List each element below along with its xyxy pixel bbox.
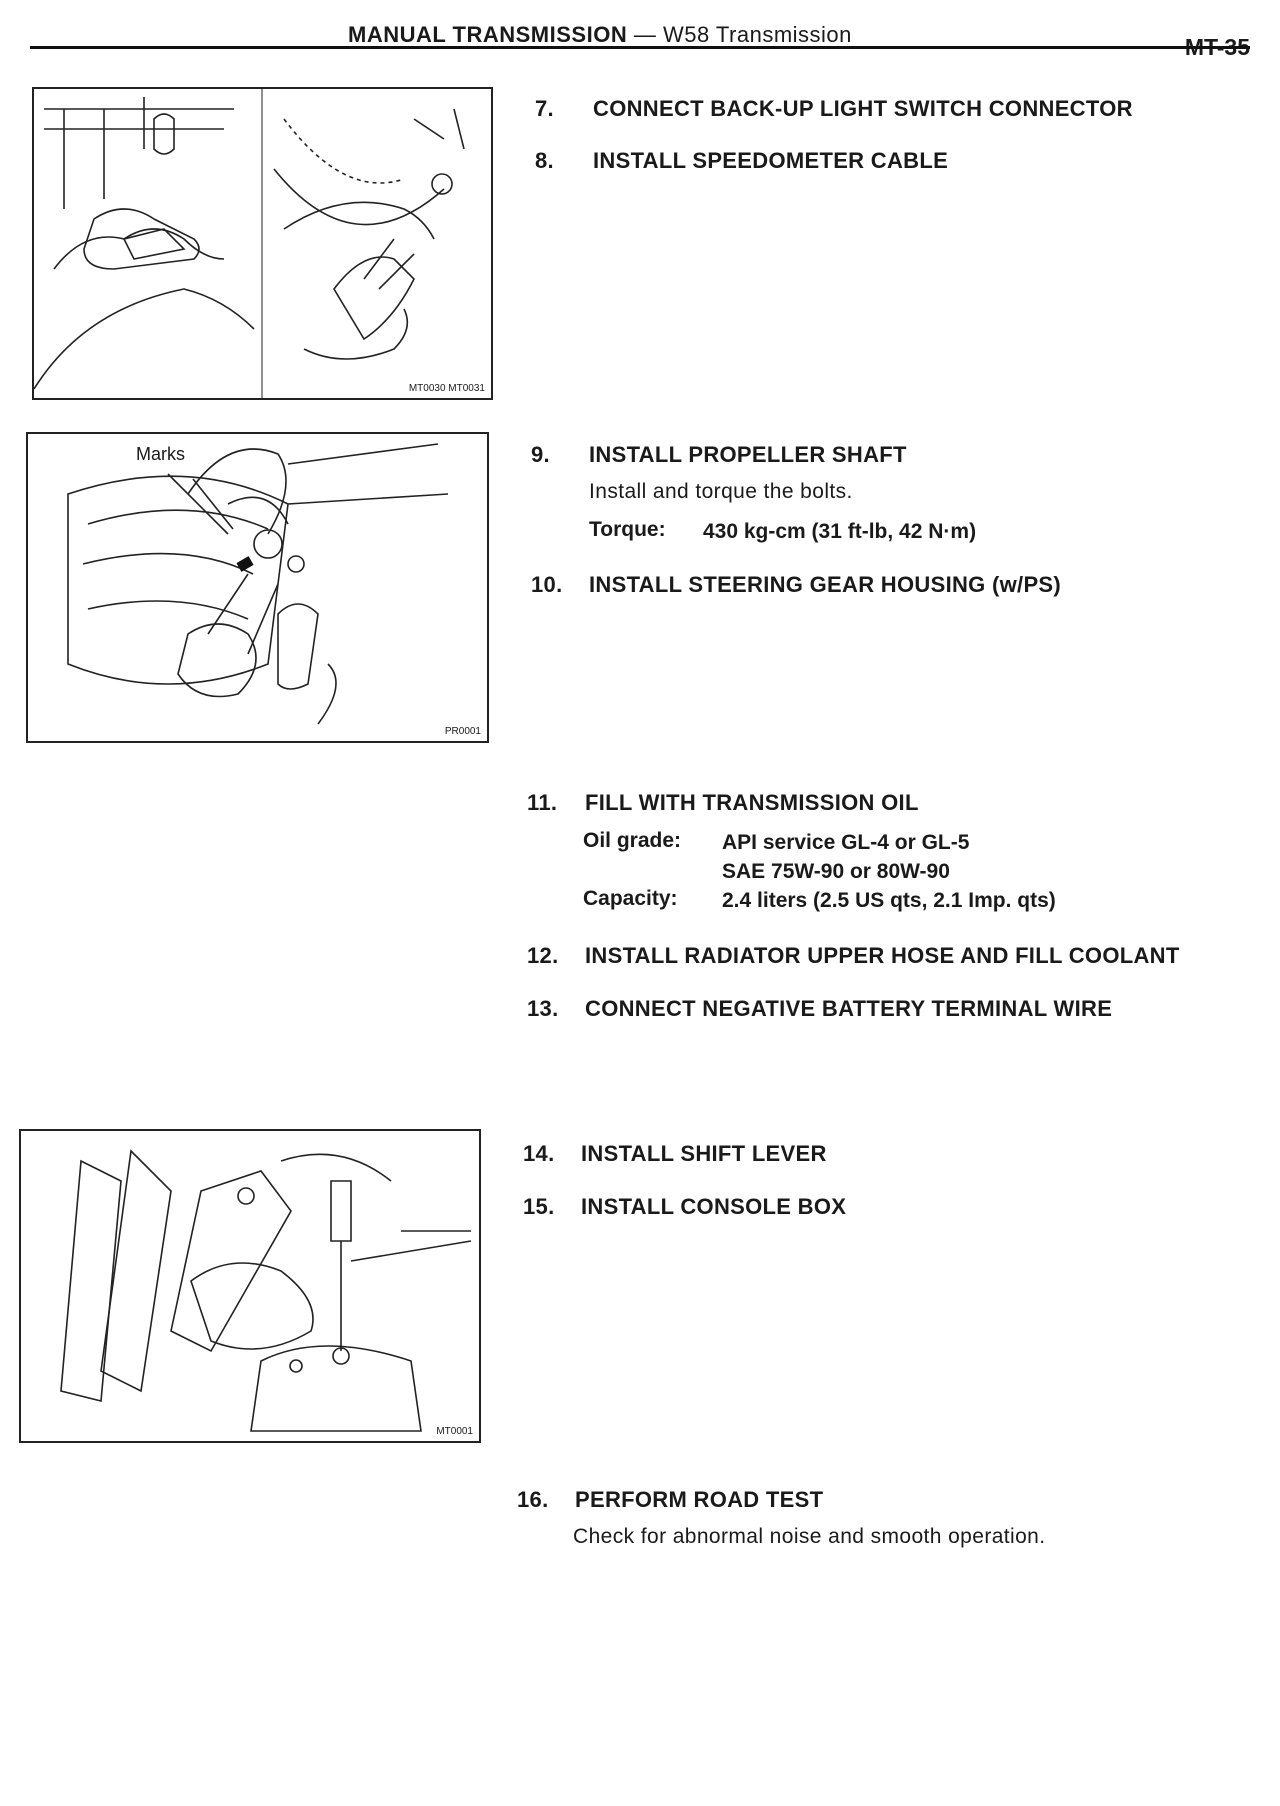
step-number: 8. [535,148,554,173]
page-number: MT-35 [1184,34,1250,60]
shift-lever-illustration [21,1131,479,1441]
figure-code: MT0030 MT0031 [408,383,485,394]
step-title: INSTALL CONSOLE BOX [581,1194,847,1219]
figure-propeller-shaft [26,432,489,743]
step-number: 11. [527,790,558,815]
step-title: CONNECT BACK-UP LIGHT SWITCH CONNECTOR [593,96,1133,121]
header-rule [30,46,1250,49]
step-number: 9. [531,442,550,467]
step-number: 13. [527,996,559,1021]
capacity-label: Capacity: [583,887,678,910]
step-13 [527,996,1112,1022]
oil-grade-label: Oil grade: [583,829,682,852]
step-title: INSTALL SPEEDOMETER CABLE [593,148,949,173]
header-dash: — [627,22,663,47]
step-number: 16. [517,1487,549,1512]
oil-grade-line-1: API service GL-4 or GL-5 [722,831,970,854]
torque-label: Torque: [589,518,666,541]
step-number: 14. [523,1141,555,1166]
step-16-text: Check for abnormal noise and smooth operation. [573,1525,1046,1548]
torque-value: 430 kg-cm (31 ft-lb, 42 N·m) [703,520,977,543]
step-number: 7. [535,96,554,121]
step-7 [535,96,1133,122]
figure-connector-speedometer [32,87,493,400]
step-9-text: Install and torque the bolts. [589,480,853,503]
step-title: CONNECT NEGATIVE BATTERY TERMINAL WIRE [585,996,1113,1021]
propeller-shaft-illustration [28,434,487,741]
step-number: 10. [531,572,563,597]
section-title: MANUAL TRANSMISSION [348,22,628,47]
step-title: INSTALL PROPELLER SHAFT [589,442,907,467]
step-10 [531,572,1061,598]
step-number: 12. [527,943,559,968]
oil-grade-line-2: SAE 75W-90 or 80W-90 [722,860,950,883]
step-title: FILL WITH TRANSMISSION OIL [585,790,919,815]
step-title: INSTALL RADIATOR UPPER HOSE AND FILL COOLANT [585,943,1180,968]
page-header-title [348,22,852,48]
step-title: PERFORM ROAD TEST [575,1487,824,1512]
step-15 [523,1194,846,1220]
step-title: INSTALL STEERING GEAR HOUSING (w/PS) [589,572,1062,597]
figure-code: PR0001 [444,726,481,737]
step-11 [527,790,919,816]
capacity-value: 2.4 liters (2.5 US qts, 2.1 Imp. qts) [722,889,1056,912]
step-14 [523,1141,827,1167]
step-title: INSTALL SHIFT LEVER [581,1141,827,1166]
connector-speedometer-illustration [34,89,491,398]
figure-shift-lever [19,1129,481,1443]
marks-label: Marks [136,444,185,464]
step-8 [535,148,948,174]
step-16 [517,1487,823,1513]
step-9 [531,442,907,468]
subsection-title: W58 Transmission [662,22,852,47]
step-number: 15. [523,1194,555,1219]
step-12 [527,943,1180,969]
figure-code: MT0001 [436,1426,473,1437]
